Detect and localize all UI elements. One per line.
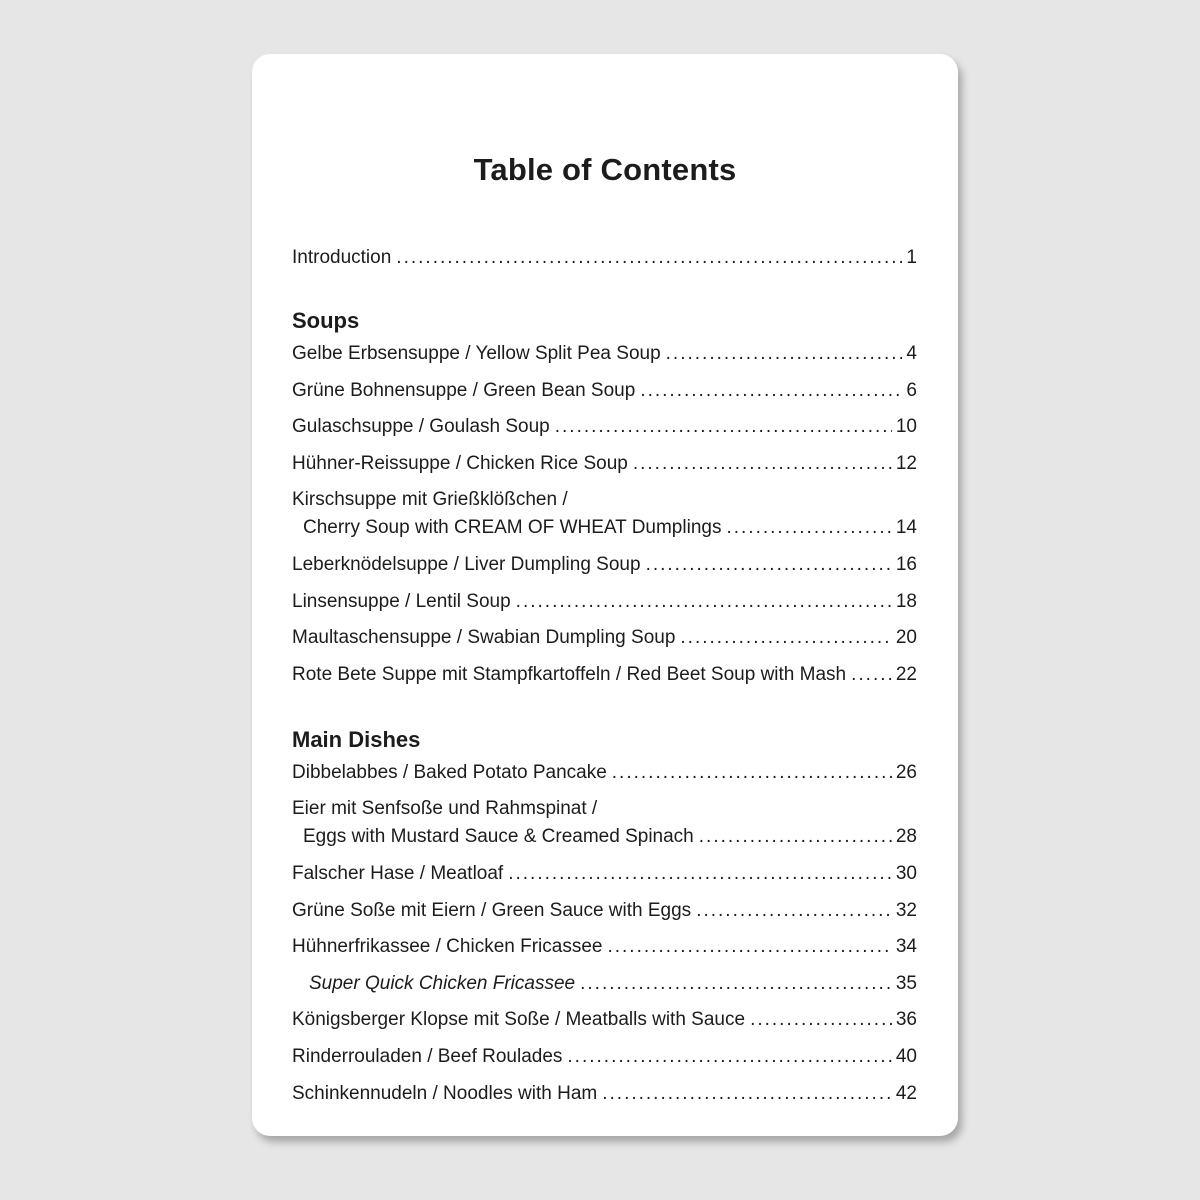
entry-label: Rote Bete Suppe mit Stampfkartoffeln / Red Beet Soup with Mash xyxy=(292,663,847,685)
dot-leader xyxy=(580,970,892,998)
entry-page-number: 35 xyxy=(895,972,917,994)
entry-page-number: 40 xyxy=(895,1045,917,1067)
entry-page-number: 20 xyxy=(895,627,917,649)
dot-leader xyxy=(726,514,891,542)
toc-page xyxy=(252,54,958,1136)
toc-entry[interactable] xyxy=(292,450,917,478)
entry-line2 xyxy=(292,514,917,542)
toc-entry[interactable] xyxy=(292,933,917,961)
dot-leader xyxy=(396,244,902,272)
entry-page-number: 10 xyxy=(895,416,917,438)
entry-page-number: 36 xyxy=(895,1009,917,1031)
dot-leader xyxy=(680,624,891,652)
toc-entry[interactable] xyxy=(292,897,917,925)
entry-page-number: 18 xyxy=(895,590,917,612)
toc-entry[interactable] xyxy=(292,340,917,368)
dot-leader xyxy=(851,661,892,689)
dot-leader xyxy=(567,1043,891,1071)
dot-leader xyxy=(516,588,892,616)
dot-leader xyxy=(602,1080,892,1108)
toc-entry-introduction[interactable] xyxy=(292,244,917,272)
entry-page-number: 32 xyxy=(895,899,917,921)
toc-subentry[interactable] xyxy=(292,970,917,998)
dot-leader xyxy=(750,1006,892,1034)
entry-page-number: 26 xyxy=(895,761,917,783)
dot-leader xyxy=(646,551,892,579)
entry-label: Hühner-Reissuppe / Chicken Rice Soup xyxy=(292,452,628,474)
entry-label: Dibbelabbes / Baked Potato Pancake xyxy=(292,761,607,783)
dot-leader xyxy=(666,340,903,368)
entry-page-number: 4 xyxy=(906,343,917,364)
entry-label: Gulaschsuppe / Goulash Soup xyxy=(292,416,550,438)
dot-leader xyxy=(612,759,892,787)
entry-label: Grüne Bohnensuppe / Green Bean Soup xyxy=(292,379,636,401)
dot-leader xyxy=(555,413,892,441)
toc-list xyxy=(292,244,917,1116)
entry-label: Königsberger Klopse mit Soße / Meatballs with Sauce xyxy=(292,1009,746,1031)
toc-entry[interactable] xyxy=(292,551,917,579)
toc-entry[interactable] xyxy=(292,377,917,405)
entry-page-number: 22 xyxy=(895,663,917,685)
entry-label: Maultaschensuppe / Swabian Dumpling Soup xyxy=(292,627,676,649)
entry-label-line2: Eggs with Mustard Sauce & Creamed Spinach xyxy=(303,826,694,848)
entry-page-number: 6 xyxy=(906,379,917,401)
entry-label: Linsensuppe / Lentil Soup xyxy=(292,590,511,612)
dot-leader xyxy=(607,933,891,961)
entry-page-number: 16 xyxy=(895,553,917,575)
toc-entry[interactable] xyxy=(292,860,917,888)
entry-label: Rinderrouladen / Beef Roulades xyxy=(292,1045,563,1067)
entry-label-line2: Cherry Soup with CREAM OF WHEAT Dumplings xyxy=(303,517,722,539)
dot-leader xyxy=(699,823,892,851)
dot-leader xyxy=(633,450,892,478)
entry-label: Leberknödelsuppe / Liver Dumpling Soup xyxy=(292,553,641,575)
toc-entry[interactable] xyxy=(292,413,917,441)
entry-label: Super Quick Chicken Fricassee xyxy=(309,972,576,994)
section-heading-main-dishes: Main Dishes xyxy=(292,726,421,752)
entry-page-number: 14 xyxy=(895,517,917,539)
entry-label: Introduction xyxy=(292,247,392,268)
entry-page-number: 1 xyxy=(906,247,917,268)
toc-entry[interactable] xyxy=(292,486,917,542)
entry-label-line1: Eier mit Senfsoße und Rahmspinat / xyxy=(292,798,598,820)
dot-leader xyxy=(508,860,892,888)
entry-page-number: 12 xyxy=(895,452,917,474)
section-heading-soups: Soups xyxy=(292,308,360,333)
toc-entry[interactable] xyxy=(292,795,917,851)
entry-label: Gelbe Erbsensuppe / Yellow Split Pea Soup xyxy=(292,343,661,364)
entry-label: Grüne Soße mit Eiern / Green Sauce with Eggs xyxy=(292,899,692,921)
toc-entry[interactable] xyxy=(292,759,917,787)
entry-page-number: 30 xyxy=(895,862,917,884)
toc-entry[interactable] xyxy=(292,1043,917,1071)
entry-line2 xyxy=(292,823,917,851)
toc-entry[interactable] xyxy=(292,1006,917,1034)
entry-label: Falscher Hase / Meatloaf xyxy=(292,862,504,884)
entry-page-number: 42 xyxy=(895,1082,917,1104)
entry-label: Hühnerfrikassee / Chicken Fricassee xyxy=(292,936,603,958)
dot-leader xyxy=(696,897,892,925)
entry-label-line1: Kirschsuppe mit Grießklößchen / xyxy=(292,489,568,511)
page-title: Table of Contents xyxy=(473,152,737,187)
toc-entry[interactable] xyxy=(292,1080,917,1108)
entry-page-number: 34 xyxy=(895,936,917,958)
entry-page-number: 28 xyxy=(895,826,917,848)
dot-leader xyxy=(640,377,902,405)
toc-entry[interactable] xyxy=(292,624,917,652)
toc-entry[interactable] xyxy=(292,588,917,616)
toc-entry[interactable] xyxy=(292,661,917,689)
entry-label: Schinkennudeln / Noodles with Ham xyxy=(292,1082,598,1104)
